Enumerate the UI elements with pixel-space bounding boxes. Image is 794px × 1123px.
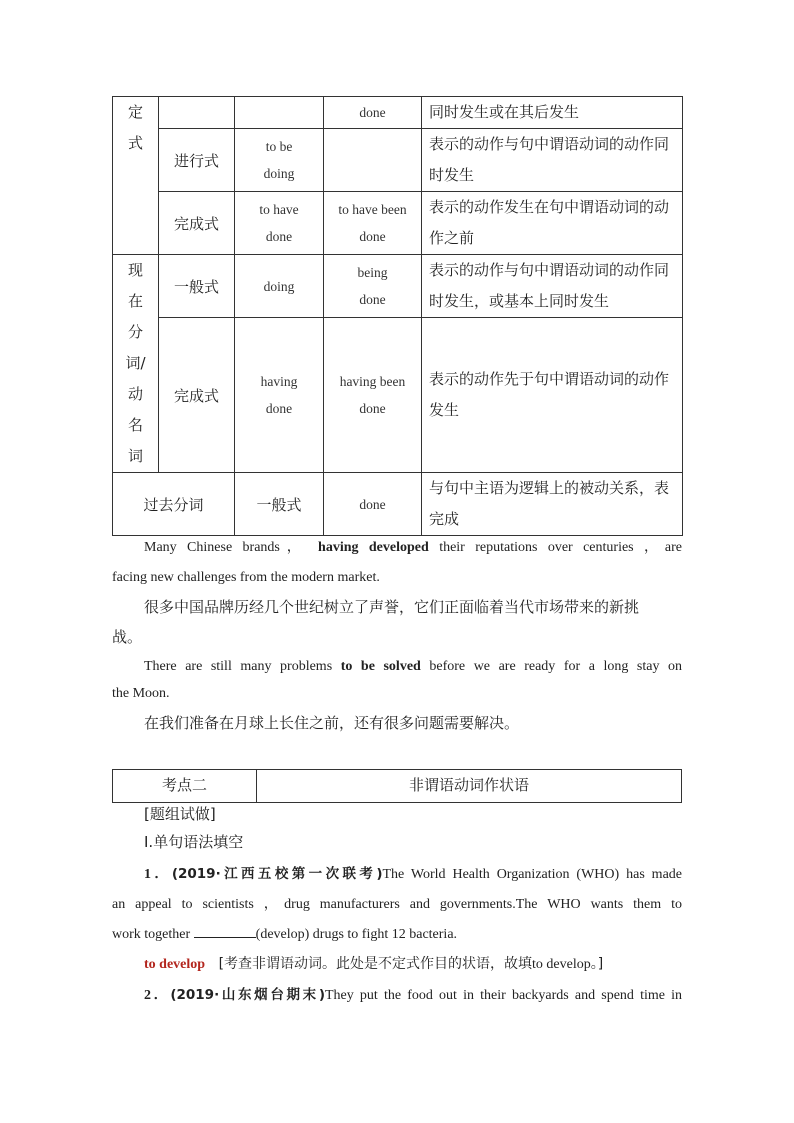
category-chars [113,255,158,472]
form-cell: done [324,473,422,536]
answer-explanation-end: 。] [590,956,604,972]
question-1-line2: an appeal to scientists ，drug manufacturers and governments.The WHO wants them to [112,897,682,912]
example-1-chinese: 很多中国品牌历经几个世纪树立了声誉，它们正面临着当代市场带来的新挑 [144,598,640,616]
question-text: work together [112,927,191,942]
form-text: to have been done [338,202,407,244]
passive-form-cell [324,192,422,255]
exercise-group-label: [题组试做] [144,805,216,823]
example-keyword: having developed [318,540,429,555]
question-number: 1． [144,867,172,882]
example-text: Many Chinese brands， [144,540,308,555]
example-2-chinese: 在我们准备在月球上长住之前，还有很多问题需要解决。 [144,714,520,732]
form-text: having been done [339,374,406,416]
form-text: having done [260,374,298,416]
example-text: their reputations over centuries ，are [439,540,682,555]
active-form-cell [235,192,324,255]
category-char: 词/ [125,354,146,372]
table-row [113,97,683,129]
active-form-cell [235,318,324,473]
example-1-english [112,538,682,558]
passive-form-cell: done [324,97,422,129]
description-cell: 表示的动作与句中谓语动词的动作同时发生 [422,129,683,192]
form-text: to have done [259,202,299,244]
section-title: Ⅰ.单句语法填空 [144,833,244,851]
tense-cell: 完成式 [159,318,235,473]
example-text: before we are ready for a long stay on [429,659,683,674]
past-participle-category-cell: 过去分词 [113,473,235,536]
example-keyword: to be solved [340,659,421,674]
active-form-cell [235,129,324,192]
nonfinite-forms-table [112,96,683,536]
tense-cell: 进行式 [159,129,235,192]
answer-explanation: [考查非谓语动词。此处是不定式作目的状语，故填 [218,956,533,972]
example-1-chinese-line2: 战。 [112,628,143,646]
question-text: (develop) drugs to fight 12 bacteria. [255,927,458,942]
active-form-cell: doing [235,255,324,318]
topic-number: 考点二 [113,770,257,802]
description-cell: 表示的动作与句中谓语动词的动作同时发生，或基本上同时发生 [422,255,683,318]
question-source: (2019·山东烟台期末) [170,987,325,1003]
description-cell: 同时发生或在其后发生 [422,97,683,129]
infinitive-category-cell [113,97,159,255]
table-row [113,473,683,536]
question-1-line1 [112,864,682,885]
category-label: 定式 [128,103,144,152]
question-2-line1 [112,985,682,1006]
table-row [113,255,683,318]
tense-cell: 一般式 [159,255,235,318]
form-text: being done [357,265,388,307]
form-text: to be doing [263,139,295,181]
category-char: 现 [127,261,143,279]
question-1-answer [144,954,684,975]
tense-cell: 完成式 [159,192,235,255]
category-char: 分 [127,323,143,341]
example-2-english-line2: the Moon. [112,686,170,701]
passive-form-cell [324,255,422,318]
tense-cell: 一般式 [235,473,324,536]
category-char: 词 [127,447,143,465]
table-row [113,318,683,473]
table-row [113,129,683,192]
example-1-english-line2: facing new challenges from the modern market. [112,570,380,585]
description-cell: 与句中主语为逻辑上的被动关系，表完成 [422,473,683,536]
question-text: The World Health Organization (WHO) has made [382,867,682,882]
present-participle-category-cell [113,255,159,473]
description-cell: 表示的动作发生在句中谓语动词的动作之前 [422,192,683,255]
example-text: There are still many problems [144,659,333,674]
topic-header [112,769,682,803]
active-form-cell [235,97,324,129]
category-char: 在 [127,292,143,310]
category-char: 动 [127,385,143,403]
passive-form-cell [324,318,422,473]
topic-title: 非谓语动词作状语 [408,776,529,794]
example-2-english [112,657,682,677]
category-char: 名 [127,416,143,434]
passive-form-cell [324,129,422,192]
question-text: They put the food out in their backyards and spend time in [325,988,683,1003]
tense-cell [159,97,235,129]
description-cell: 表示的动作先于句中谓语动词的动作发生 [422,318,683,473]
table-row [113,192,683,255]
question-number: 2． [144,988,171,1003]
question-source: (2019·江西五校第一次联考) [171,866,383,882]
answer-text: to develop [144,957,206,972]
answer-explanation-answer: to develop [532,957,591,972]
question-1-line3 [112,925,682,945]
answer-blank[interactable] [194,925,256,938]
